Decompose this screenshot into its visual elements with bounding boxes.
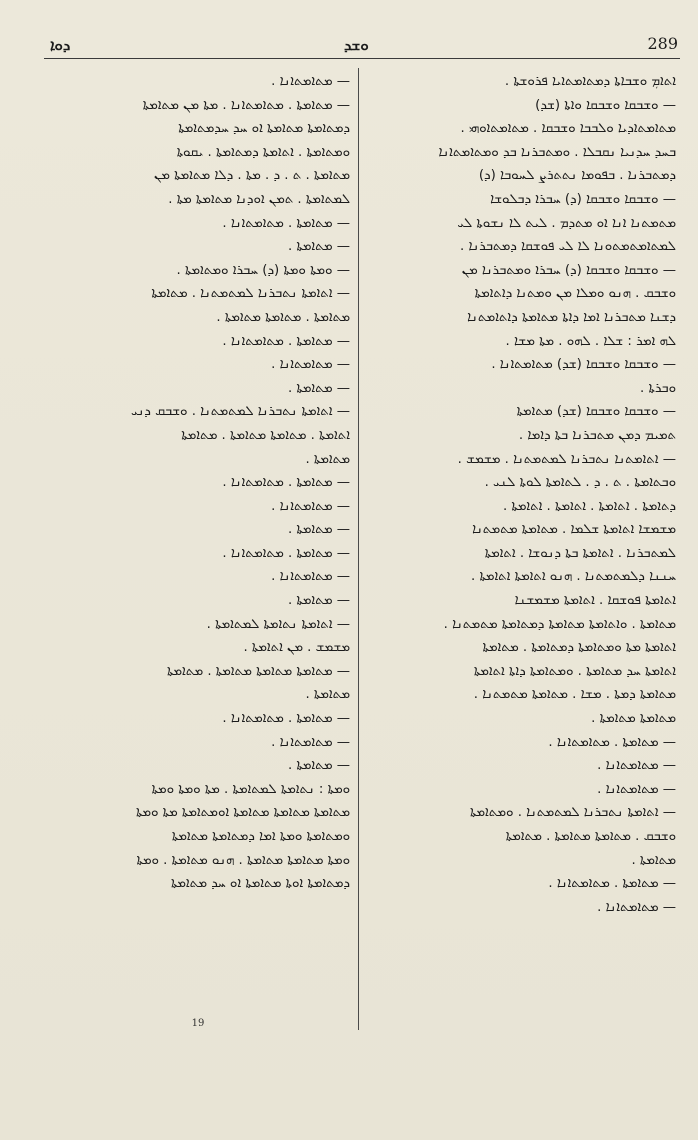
text-line: ܬܡܝܡ ܕܡܢ ܡܬܒܪܢܐ ܒܬܐ ܕܐܡܐ . (518, 427, 676, 443)
text-line: — ܡܬܐܡܬܐ . ܡܬܐܡܬܐܢܐ . (222, 215, 350, 231)
text-line: ܡܫܡܫ . ܡܢ ܐܬܐܡܬܐ . (243, 640, 350, 656)
text-line: ܐܬܐܡܼ ܘܫܒܐܬܐ ܕܡܬܐܡܬܐܝܐ ܦܪܘܫܬܐ . (504, 74, 676, 89)
text-line: — ܡܬܐܡܬܐ . (287, 758, 350, 774)
text-line: ܡܬܐܡܬܐ . ܘܐܬܐܡܬܐ ܡܬܐܡܬܐ ܕܡܬܐܡܬܐ ܡܬܡܬܢܐ . (443, 616, 676, 632)
text-line: ܡܬܐܡܬܐ . (305, 451, 350, 467)
text-line: ܐܬܐܡܬܐ ܡܬܐ ܘܡܬܐܡܬܐ ܕܡܬܐܡܬܐ . ܡܬܐܡܬܐ (482, 640, 676, 656)
text-line: — ܡܬܐܡܬܐ . (287, 380, 350, 396)
text-line: ܘܡܬܐ : ܢܬܐܡܬܐ ܠܡܬܐܡܬܐ . ܡܬܐ ܘܡܬܐ ܘܡܬܐ (151, 781, 350, 797)
text-line: ܡܬܐܡܬܐ ܕܡܬܐ . ܡܫܐ . ܡܬܐܡܬܐ ܡܬܡܬܢܐ . (473, 687, 676, 703)
text-line: ܐܬܐܡܬܐ ܦܘܫܩܐ . ܐܬܐܡܬܐ ܡܫܡܫܢܐ (514, 593, 676, 609)
text-line: — ܐܬܐܡܬܢܐ ܢܬܒܪܢܐ ܠܡܬܡܬܢܐ . ܡܫܡܫ . (457, 451, 676, 467)
text-line: — ܡܬܐܡܬܐܢܐ . (597, 758, 676, 774)
text-line: ܘܒܪܬܐ . (640, 380, 676, 396)
text-line: ܚܢܢܐ ܕܠܡܬܡܬܢܐ . ܗܢܘ ܐܬܐܡܬܐ ܐܬܐܡܬܐ . (471, 569, 676, 585)
text-line: — ܡܬܐܡܬܐܢܐ . (271, 498, 350, 514)
text-line: ܡܬܐܡܬܐ ܡܬܐܡܬܐ ܡܬܐܡܬܐ ܐܘܡܬܐܡܬܐ ܡܬܐ ܘܡܬܐ (136, 805, 350, 821)
right-column (370, 70, 676, 919)
text-line: — ܡܬܐܡܬܐܢܐ . (597, 899, 676, 915)
text-line: ܘܡܬܐ ܡܬܐܡܬܐ ܡܬܐܡܬܐ . ܗܢܘ ܡܬܐܡܬܐ . ܘܡܬܐ (136, 852, 350, 868)
text-line: — ܡܬܐܡܬܐܢܐ . (271, 569, 350, 585)
text-line: ܠܗ ܐܡܪ : ܫܠܐ . ܠܗܘ . ܡܬܐ ܡܫܐ . (505, 333, 676, 349)
text-line: — ܡܬܐܡܬܐܢܐ . (271, 74, 350, 89)
text-line: — ܘܫܒܩܐ ܘܫܒܩܐ (ܫܕ) ܡܬܐܡܬܐ (516, 404, 676, 420)
text-line: — ܡܬܐܡܬܐ ܡܬܐܡܬܐ ܡܬܐܡܬܐ . ܡܬܐܡܬܐ (167, 663, 350, 679)
header-rule (44, 58, 680, 59)
text-line: — ܐܬܐܡܬܐ ܢܬܒܪܢܐ ܠܡܬܡܬܢܐ . ܘܫܒܩ ܕܢܝ (131, 404, 350, 420)
text-line: — ܡܬܐܡܬܐ . ܡܬܐܡܬܐܢܐ . (548, 876, 676, 892)
text-line: — ܐܬܐܡܬܐ ܢܬܐܡܬܐ ܠܡܬܐܡܬܐ . (206, 616, 350, 632)
text-line: — ܐܬܐܡܬܐ ܢܬܒܪܢܐ ܠܡܬܡܬܢܐ . ܡܬܐܡܬܐ (151, 286, 350, 302)
text-line: — ܘܡܬܐ ܘܡܬܐ (ܕ) ܚܒܪܐ ܘܡܬܐܡܬܐ . (176, 262, 350, 278)
text-line: ܡܬܡܬܢܐ ܐܢܐ ܐܘ ܡܬܕܡ . ܠܝܬ ܠܐ ܢܫܘܬܐ ܠܝ (457, 215, 676, 231)
running-header (44, 30, 680, 58)
text-line: ܡܬܐܡܬܐ . (631, 852, 676, 868)
page-number: 289 (647, 34, 678, 53)
text-line: — ܘܫܒܩܐ ܘܫܒܩܐ (ܕ) ܚܒܪܐ ܘܡܬܒܪܢܐ ܡܢ (461, 262, 676, 278)
text-line: ܐܬܐܡܬܐ . ܡܬܐܡܬܐ ܡܬܐܡܬܐ . ܡܬܐܡܬܐ (181, 427, 350, 443)
text-line: ܕܬܐܡܬܐ . ܐܬܐܡܬܐ . ܐܬܐܡܬܐ . ܐܬܐܡܬܐ . (502, 498, 676, 514)
text-line: ܕܡܬܐܡܬܐ ܐܘܬܐ ܡܬܐܡܬܐ ܐܘ ܚܕ ܡܬܐܡܬܐ (170, 876, 350, 892)
text-line: ܡܫܡܫܐ ܐܬܐܡܬܐ ܫܠܡܐ . ܡܬܐܡܬܐ ܡܬܡܬܢܐ (472, 522, 676, 538)
left-column (46, 70, 350, 896)
text-line: ܡܬܐܡܬܐ . (305, 687, 350, 703)
text-line: — ܡܬܐܡܬܐܢܐ . (271, 734, 350, 750)
text-line: — ܡܬܐܡܬܐ . (287, 522, 350, 538)
text-line: ܡܬܐܡܬܐ ܡܬܐܡܬܐ . (591, 711, 676, 727)
signature-mark: 19 (191, 1018, 205, 1029)
text-line: — ܡܬܐܡܬܐ . ܡܬܐܡܬܐܢܐ . ܡܬܐ ܡܢ ܡܬܐܡܬܐ (142, 97, 350, 113)
text-line: ܘܫܒܩ . ܗܢܘ ܘܡܠܐ ܡܢ ܘܡܬܢܐ ܕܐܬܐܡܬܐ (474, 286, 676, 302)
text-line: ܡܬܐܡܬܐ . ܡܬܐܡܬܐ ܡܬܐܡܬܐ . (216, 309, 350, 325)
text-line: ܠܡܬܒܪܢܐ . ܐܬܐܡܬܐ ܒܬܐ ܕܢܘܫܐ . ܐܬܐܡܬܐ (484, 545, 676, 561)
text-line: ܐܬܐܡܬܐ ܚܕ ܡܬܐܡܬܐ . ܘܡܬܐܡܬܐ ܕܐܬܐ ܐܬܐܡܬܐ (473, 663, 676, 679)
running-head-left: ܕܘܐ (50, 36, 71, 54)
text-line: — ܘܫܒܩܐ ܘܫܒܩܐ ܘܐܬܐ (ܫܕ) (535, 97, 676, 113)
text-line: — ܡܬܐܡܬܐ . ܡܬܐܡܬܐܢܐ . (548, 734, 676, 750)
text-line: — ܡܬܐܡܬܐ . ܡܬܐܡܬܐܢܐ . (222, 333, 350, 349)
text-line: ܕܡܬܒܪܢܐ . ܒܦܘܡܐ ܢܬܬܪܨ ܠܚܘܒܐ (ܕ) (478, 168, 676, 184)
text-line: ܘܒܬܐܡܬܐ . ܬ . ܕ . ܠܬܐܡܬܐ ܠܘܬܐ ܠܢܝ . (484, 475, 676, 491)
text-line: ܠܡܬܐܡܬܐ . ܬܡܢ ܐܘܕܢܐ ܡܬܐܡܬܐ ܡܬܐ . (168, 191, 350, 207)
running-head-center: ܘܫܕ (344, 36, 369, 54)
text-line: ܕܡܬܐܡܬܐ ܡܬܐܡܬܐ ܐܘ ܚܕ ܚܕܡܬܐܡܬܐ (178, 121, 350, 137)
text-line: ܠܡܬܐܡܬܡܬܘܢܐ ܠܐ ܠܝ ܦܘܫܩܐ ܕܡܬܒܪܢܐ . (460, 239, 676, 255)
text-line: — ܡܬܐܡܬܐܢܐ . (271, 357, 350, 373)
text-line: ܘܡܬܐܡܬܐ . ܐܬܐܡܬܐ ܕܡܬܐܡܬܐ . ܝܩܘܬܐ (176, 144, 350, 160)
text-line: — ܡܬܐܡܬܐܢܐ . (597, 781, 676, 797)
text-line: — ܡܬܐܡܬܐ . (287, 239, 350, 255)
text-line: ܘܡܬܐܡܬܐ ܘܡܬܐ ܐܡܐ ܕܡܬܐܡܬܐ ܡܬܐܡܬܐ (171, 829, 350, 844)
text-line: — ܘܫܒܩܐ ܘܫܒܩܐ (ܕ) ܚܒܪܐ ܕܒܠܘܫܐ (490, 191, 676, 207)
text-line: — ܡܬܐܡܬܐ . ܡܬܐܡܬܐܢܐ . (222, 545, 350, 561)
text-line: ܡܬܐܡܬܐܕܝܐ ܘܠܒܒܐ ܘܫܒܩܐ . ܡܬܐܡܬܐܘܗܝ . (460, 121, 676, 137)
text-line: — ܐܬܐܡܬܐ ܢܬܒܪܢܐ ܠܡܬܡܬܢܐ . ܘܡܬܐܡܬܐ (469, 805, 676, 821)
text-line: — ܡܬܐܡܬܐ . ܡܬܐܡܬܐܢܐ . (222, 711, 350, 727)
text-line: ܘܫܒܩ . ܡܬܐܡܬܐ ܡܬܐܡܬܐ . ܡܬܐܡܬܐ (505, 829, 676, 844)
text-line: — ܘܫܒܩܐ ܘܫܒܩܐ (ܫܕ) ܡܬܐܡܬܐܢܐ . (491, 357, 676, 373)
text-line: ܡܬܐܡܬܐ . ܬ . ܕ . ܡܬܐ . ܕܠܐ ܡܬܐܡܬܐ ܡܢ (154, 168, 350, 184)
text-line: ܕܫܢܐ ܡܬܒܪܢܐ ܐܡܐ ܕܐܬܐ ܡܬܐܡܬܐ ܕܐܬܐܡܬܢܐ (467, 309, 676, 325)
text-line: ܒܚܕ ܚܕܢܝܐ ܢܩܒܠܐ . ܘܡܬܒܪܢܐ ܒܕ ܘܡܬܐܡܬܐܢܐ (438, 144, 676, 160)
text-line: — ܡܬܐܡܬܐ . (287, 593, 350, 609)
column-divider (358, 68, 359, 1030)
text-line: — ܡܬܐܡܬܐ . ܡܬܐܡܬܐܢܐ . (222, 475, 350, 491)
